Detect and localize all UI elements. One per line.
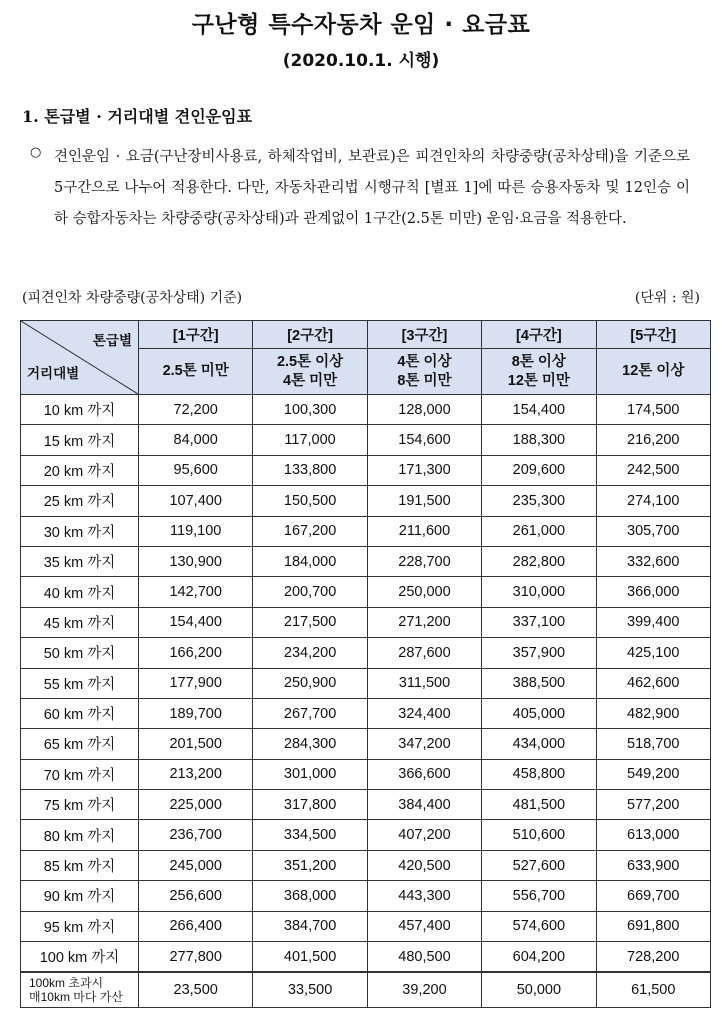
table-row	[21, 698, 711, 728]
fare-cell: 271,200	[367, 607, 481, 637]
surcharge-cell: 61,500	[596, 972, 710, 1008]
table-row	[21, 546, 711, 576]
fare-cell: 184,000	[253, 546, 367, 576]
corner-label-weight: 톤급별	[92, 333, 132, 348]
fare-cell: 216,200	[596, 425, 710, 455]
distance-cell: 30 km 까지	[21, 516, 139, 546]
surcharge-label-line: 100km 초과시	[29, 976, 104, 991]
fare-cell: 128,000	[367, 395, 481, 425]
section-header: [1구간]	[139, 321, 253, 349]
fare-cell: 457,400	[367, 911, 481, 941]
section-header: [4구간]	[482, 321, 596, 349]
fare-cell: 284,300	[253, 729, 367, 759]
fare-cell: 235,300	[482, 486, 596, 516]
fare-cell: 142,700	[139, 577, 253, 607]
fare-cell: 200,700	[253, 577, 367, 607]
surcharge-cell: 50,000	[482, 972, 596, 1008]
weight-range	[253, 349, 367, 395]
fare-cell: 174,500	[596, 395, 710, 425]
fare-cell: 213,200	[139, 759, 253, 789]
section-header: [5구간]	[596, 321, 710, 349]
weight-range	[482, 349, 596, 395]
fare-cell: 84,000	[139, 425, 253, 455]
fare-cell: 613,000	[596, 820, 710, 850]
fare-cell: 301,000	[253, 759, 367, 789]
weight-range-line: 4톤 이상	[397, 353, 452, 370]
fare-cell: 604,200	[482, 942, 596, 973]
fare-cell: 728,200	[596, 942, 710, 973]
fare-cell: 577,200	[596, 790, 710, 820]
fare-cell: 250,000	[367, 577, 481, 607]
table-row	[21, 577, 711, 607]
distance-cell: 55 km 까지	[21, 668, 139, 698]
fare-cell: 150,500	[253, 486, 367, 516]
fare-cell: 274,100	[596, 486, 710, 516]
weight-range-line: 2.5톤 미만	[162, 363, 229, 379]
fare-cell: 407,200	[367, 820, 481, 850]
table-row	[21, 425, 711, 455]
fare-cell: 556,700	[482, 881, 596, 911]
fare-cell: 420,500	[367, 850, 481, 880]
fare-cell: 100,300	[253, 395, 367, 425]
fare-cell: 242,500	[596, 455, 710, 485]
fare-cell: 154,400	[139, 607, 253, 637]
surcharge-cell: 33,500	[253, 972, 367, 1008]
fare-cell: 366,000	[596, 577, 710, 607]
fare-table	[20, 320, 711, 1008]
description-paragraph: 견인운임 · 요금(구난장비사용료, 하체작업비, 보관료)은 피견인차의 차량중량(공차상태)을 기준으로 5구간으로 나누어 적용한다. 다만, 자동차관리법 시행규칙 [별표 1]에 따른 승용자동차 및 12인승 이하 승합자동차는 차량중량(공차상태)과 관계없이 1구간(2.5톤 미만) 운임·요금을 적용한다.	[54, 149, 690, 227]
fare-cell: 236,700	[139, 820, 253, 850]
fare-cell: 425,100	[596, 638, 710, 668]
fare-cell: 310,000	[482, 577, 596, 607]
distance-cell: 100 km 까지	[21, 942, 139, 973]
table-row	[21, 607, 711, 637]
fare-cell: 167,200	[253, 516, 367, 546]
fare-cell: 133,800	[253, 455, 367, 485]
table-row	[21, 486, 711, 516]
distance-cell: 75 km 까지	[21, 790, 139, 820]
distance-cell: 15 km 까지	[21, 425, 139, 455]
fare-cell: 388,500	[482, 668, 596, 698]
table-row	[21, 516, 711, 546]
fare-cell: 337,100	[482, 607, 596, 637]
fare-cell: 119,100	[139, 516, 253, 546]
distance-cell: 50 km 까지	[21, 638, 139, 668]
weight-range-line: 4톤 미만	[283, 372, 338, 389]
fare-cell: 130,900	[139, 546, 253, 576]
fare-cell: 434,000	[482, 729, 596, 759]
table-row	[21, 729, 711, 759]
fare-cell: 462,600	[596, 668, 710, 698]
fare-table-body	[21, 395, 711, 1008]
table-row	[21, 850, 711, 880]
distance-cell: 45 km 까지	[21, 607, 139, 637]
fare-cell: 334,500	[253, 820, 367, 850]
fare-cell: 217,500	[253, 607, 367, 637]
fare-cell: 256,600	[139, 881, 253, 911]
fare-cell: 311,500	[367, 668, 481, 698]
surcharge-cell: 39,200	[367, 972, 481, 1008]
fare-cell: 305,700	[596, 516, 710, 546]
fare-cell: 209,600	[482, 455, 596, 485]
fare-cell: 669,700	[596, 881, 710, 911]
fare-cell: 261,000	[482, 516, 596, 546]
fare-cell: 267,700	[253, 698, 367, 728]
fare-cell: 171,300	[367, 455, 481, 485]
effective-date: (2020.10.1. 시행)	[282, 51, 440, 71]
fare-cell: 405,000	[482, 698, 596, 728]
weight-range-line: 12톤 이상	[622, 363, 685, 379]
section-header: [2구간]	[253, 321, 367, 349]
fare-cell: 332,600	[596, 546, 710, 576]
surcharge-label-line: 매10km 마다 가산	[29, 990, 123, 1005]
fare-cell: 234,200	[253, 638, 367, 668]
fare-cell: 347,200	[367, 729, 481, 759]
distance-cell: 60 km 까지	[21, 698, 139, 728]
fare-cell: 480,500	[367, 942, 481, 973]
section-heading: 1. 톤급별 · 거리대별 견인운임표	[22, 107, 253, 126]
fare-cell: 188,300	[482, 425, 596, 455]
corner-label-distance: 거리대별	[27, 366, 80, 381]
table-row	[21, 942, 711, 973]
table-row	[21, 668, 711, 698]
weight-range-line: 8톤 미만	[397, 372, 452, 389]
fare-cell: 166,200	[139, 638, 253, 668]
fare-cell: 277,800	[139, 942, 253, 973]
distance-cell: 20 km 까지	[21, 455, 139, 485]
fare-cell: 443,300	[367, 881, 481, 911]
distance-cell: 40 km 까지	[21, 577, 139, 607]
fare-cell: 154,400	[482, 395, 596, 425]
distance-cell: 10 km 까지	[21, 395, 139, 425]
fare-cell: 351,200	[253, 850, 367, 880]
surcharge-row	[21, 972, 711, 1008]
fare-cell: 518,700	[596, 729, 710, 759]
distance-cell: 95 km 까지	[21, 911, 139, 941]
bullet-circle-icon: ○	[30, 145, 42, 160]
fare-cell: 189,700	[139, 698, 253, 728]
table-row	[21, 881, 711, 911]
table-basis-note: (피견인차 차량중량(공차상태) 기준)	[22, 290, 243, 306]
table-row	[21, 911, 711, 941]
surcharge-label	[21, 972, 139, 1008]
fare-cell: 250,900	[253, 668, 367, 698]
fare-cell: 245,000	[139, 850, 253, 880]
weight-range-line: 2.5톤 이상	[276, 353, 344, 370]
fare-cell: 177,900	[139, 668, 253, 698]
table-row	[21, 759, 711, 789]
distance-cell: 80 km 까지	[21, 820, 139, 850]
document-title: 구난형 특수자동차 운임 · 요금표	[191, 12, 531, 38]
table-row	[21, 638, 711, 668]
table-row	[21, 395, 711, 425]
fare-cell: 482,900	[596, 698, 710, 728]
fare-cell: 401,500	[253, 942, 367, 973]
distance-cell: 65 km 까지	[21, 729, 139, 759]
distance-cell: 35 km 까지	[21, 546, 139, 576]
fare-cell: 211,600	[367, 516, 481, 546]
section-header: [3구간]	[367, 321, 481, 349]
fare-cell: 154,600	[367, 425, 481, 455]
fare-cell: 282,800	[482, 546, 596, 576]
fare-cell: 201,500	[139, 729, 253, 759]
weight-range-line: 8톤 이상	[511, 353, 566, 370]
fare-cell: 107,400	[139, 486, 253, 516]
table-row	[21, 455, 711, 485]
table-corner-header	[21, 321, 139, 395]
weight-range	[596, 349, 710, 395]
fare-cell: 549,200	[596, 759, 710, 789]
fare-cell: 117,000	[253, 425, 367, 455]
surcharge-cell: 23,500	[139, 972, 253, 1008]
fare-cell: 287,600	[367, 638, 481, 668]
fare-cell: 324,400	[367, 698, 481, 728]
unit-note: (단위 : 원)	[634, 290, 700, 306]
fare-cell: 72,200	[139, 395, 253, 425]
fare-cell: 228,700	[367, 546, 481, 576]
fare-cell: 384,700	[253, 911, 367, 941]
fare-cell: 527,600	[482, 850, 596, 880]
fare-cell: 357,900	[482, 638, 596, 668]
fare-cell: 399,400	[596, 607, 710, 637]
distance-cell: 90 km 까지	[21, 881, 139, 911]
distance-cell: 70 km 까지	[21, 759, 139, 789]
fare-cell: 510,600	[482, 820, 596, 850]
fare-cell: 368,000	[253, 881, 367, 911]
fare-cell: 191,500	[367, 486, 481, 516]
fare-cell: 458,800	[482, 759, 596, 789]
fare-cell: 95,600	[139, 455, 253, 485]
weight-range-line: 12톤 미만	[507, 372, 570, 389]
fare-cell: 691,800	[596, 911, 710, 941]
table-row	[21, 790, 711, 820]
fare-cell: 481,500	[482, 790, 596, 820]
fare-cell: 574,600	[482, 911, 596, 941]
fare-cell: 317,800	[253, 790, 367, 820]
table-row	[21, 820, 711, 850]
weight-range	[367, 349, 481, 395]
fare-cell: 633,900	[596, 850, 710, 880]
distance-cell: 25 km 까지	[21, 486, 139, 516]
weight-range	[139, 349, 253, 395]
fare-cell: 384,400	[367, 790, 481, 820]
fare-cell: 266,400	[139, 911, 253, 941]
fare-cell: 366,600	[367, 759, 481, 789]
distance-cell: 85 km 까지	[21, 850, 139, 880]
fare-cell: 225,000	[139, 790, 253, 820]
